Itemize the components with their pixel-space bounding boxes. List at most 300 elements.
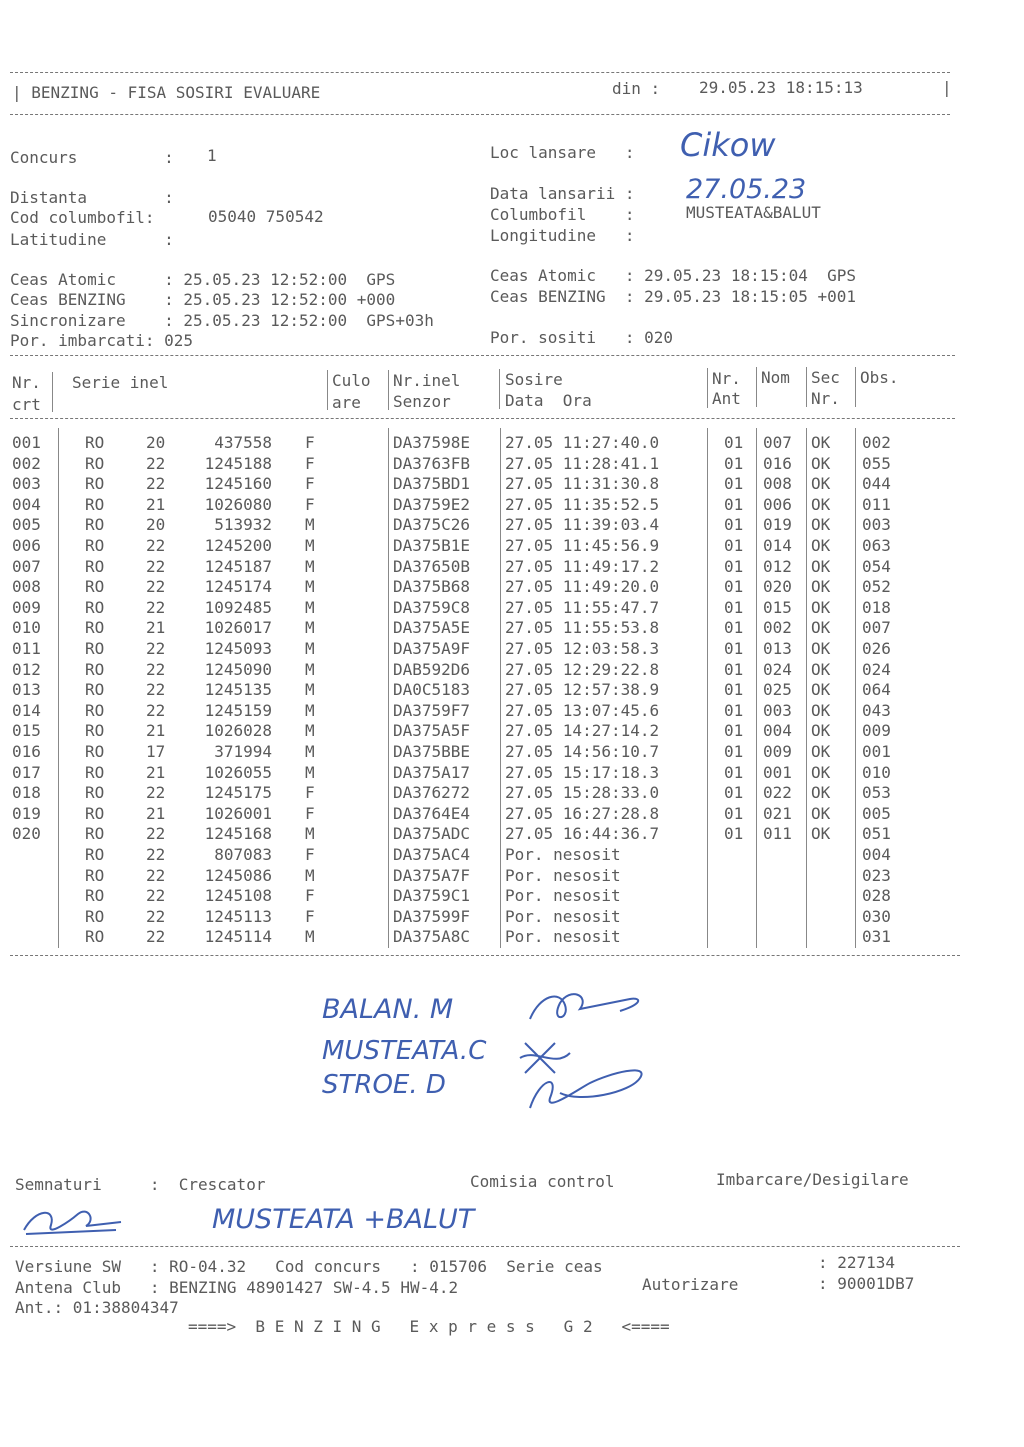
row-arrival: 27.05 11:45:56.9 [505, 536, 660, 555]
row-security: OK [811, 453, 831, 473]
col-culoare-header-1: Culo [332, 371, 371, 390]
top-divider [10, 72, 950, 73]
loc-lansare-label: Loc lansare : [490, 143, 635, 162]
row-year: 22 [146, 453, 166, 473]
header-end-bar: | [942, 78, 952, 97]
row-nom: 025 [763, 680, 792, 700]
row-sensor: DA375A7F [393, 865, 471, 885]
row-nr: 008 [12, 577, 41, 597]
row-year: 21 [146, 803, 166, 823]
header-sep [756, 367, 757, 407]
row-country: RO [85, 577, 105, 597]
document-title: | BENZING - FISA SOSIRI EVALUARE [12, 83, 321, 102]
row-sensor: DA3763FB [393, 453, 471, 473]
row-antenna: 01 [724, 762, 744, 782]
row-country: RO [85, 700, 105, 720]
row-obs: 024 [862, 659, 891, 679]
row-year: 22 [146, 474, 166, 494]
row-sex: M [305, 556, 315, 576]
row-ring-number: 1245114 [204, 927, 272, 947]
row-obs: 009 [862, 721, 891, 741]
row-nr: 018 [12, 783, 41, 803]
row-nr: 004 [12, 494, 41, 514]
signature-scribble-1 [520, 985, 650, 1025]
row-obs: 051 [862, 824, 891, 844]
row-country: RO [85, 783, 105, 803]
row-country: RO [85, 886, 105, 906]
row-year: 22 [146, 577, 166, 597]
row-nr: 003 [12, 474, 41, 494]
serie-ceas-value: : 227134 [818, 1253, 896, 1272]
row-sensor: DA3764E4 [393, 803, 471, 823]
row-country: RO [85, 618, 105, 638]
row-nom: 024 [763, 659, 792, 679]
row-security: OK [811, 433, 831, 452]
row-arrival: 27.05 11:27:40.0 [505, 433, 660, 452]
col-nom-header: Nom [761, 368, 790, 387]
row-nom: 011 [763, 824, 792, 844]
row-sensor: DA375A5F [393, 721, 471, 741]
row-sex: M [305, 865, 315, 885]
row-nom: 014 [763, 536, 792, 555]
table-row [0, 578, 1000, 598]
handwritten-name-musteata: MUSTEATA.C [322, 1036, 487, 1066]
cod-columbofil-label: Cod columbofil: [10, 208, 155, 227]
col-sec-header-1: Sec [811, 368, 840, 387]
row-security: OK [811, 721, 831, 741]
row-security: OK [811, 536, 831, 555]
benzing-express-banner: ====> B E N Z I N G E x p r e s s G 2 <==== [188, 1317, 670, 1336]
row-nr: 015 [12, 721, 41, 741]
header-sep [52, 372, 53, 412]
row-sensor: DA37599F [393, 906, 471, 926]
row-sensor: DA3759C1 [393, 886, 471, 906]
handwritten-name-balan: BALAN. M [322, 994, 454, 1025]
row-nom: 015 [763, 597, 792, 617]
row-arrival: 27.05 11:49:17.2 [505, 556, 660, 576]
row-year: 22 [146, 886, 166, 906]
row-country: RO [85, 927, 105, 947]
row-sex: M [305, 577, 315, 597]
row-obs: 010 [862, 762, 891, 782]
row-country: RO [85, 803, 105, 823]
row-arrival: Por. nesosit [505, 906, 621, 926]
col-ant-header-1: Nr. [712, 369, 741, 388]
col-sosire-header-1: Sosire [505, 370, 563, 389]
row-nom: 007 [763, 433, 792, 452]
table-bottom-divider [10, 955, 960, 956]
row-ring-number: 1026028 [204, 721, 272, 741]
table-row [0, 702, 1000, 722]
table-header-divider [10, 418, 955, 419]
versiune-sw: Versiune SW : RO-04.32 Cod concurs : 015706 Serie ceas [15, 1257, 603, 1276]
row-year: 22 [146, 639, 166, 658]
row-ring-number: 1245159 [204, 700, 272, 720]
row-obs: 031 [862, 927, 891, 947]
row-nom: 006 [763, 494, 792, 514]
row-sex: F [305, 494, 315, 514]
semnaturi-label: Semnaturi : Crescator [15, 1175, 266, 1194]
table-row [0, 475, 1000, 495]
row-sex: M [305, 515, 315, 535]
row-sensor: DA375B1E [393, 536, 471, 555]
row-sex: M [305, 762, 315, 782]
row-nom: 019 [763, 515, 792, 535]
row-country: RO [85, 639, 105, 658]
row-year: 22 [146, 824, 166, 844]
row-sex: F [305, 886, 315, 906]
row-security: OK [811, 659, 831, 679]
antena-id: Ant.: 01:38804347 [15, 1298, 179, 1317]
header-sep [327, 370, 328, 410]
row-arrival: 27.05 12:57:38.9 [505, 680, 660, 700]
col-nr-header-1: Nr. [12, 373, 41, 392]
table-row [0, 722, 1000, 742]
ceas-atomic-end: Ceas Atomic : 29.05.23 18:15:04 GPS [490, 266, 857, 285]
row-obs: 003 [862, 515, 891, 535]
row-country: RO [85, 762, 105, 782]
table-row [0, 887, 1000, 907]
row-country: RO [85, 474, 105, 494]
row-ring-number: 513932 [214, 515, 272, 535]
distanta-label: Distanta : [10, 188, 174, 207]
row-ring-number: 371994 [214, 742, 272, 761]
print-timestamp: 29.05.23 18:15:13 [699, 78, 863, 97]
row-nr: 012 [12, 659, 41, 679]
data-lansarii-label: Data lansarii : [490, 184, 635, 203]
table-row [0, 784, 1000, 804]
row-security: OK [811, 762, 831, 782]
row-country: RO [85, 845, 105, 864]
row-sex: M [305, 659, 315, 679]
row-antenna: 01 [724, 783, 744, 803]
row-ring-number: 1245093 [204, 639, 272, 658]
table-row [0, 908, 1000, 928]
row-arrival: 27.05 16:27:28.8 [505, 803, 660, 823]
row-security: OK [811, 474, 831, 494]
longitudine-label: Longitudine : [490, 226, 635, 245]
row-nom: 002 [763, 618, 792, 638]
row-obs: 064 [862, 680, 891, 700]
table-row [0, 846, 1000, 866]
row-arrival: Por. nesosit [505, 886, 621, 906]
ceas-atomic-start: Ceas Atomic : 25.05.23 12:52:00 GPS [10, 270, 396, 289]
row-obs: 053 [862, 783, 891, 803]
row-antenna: 01 [724, 577, 744, 597]
row-sensor: DA375BD1 [393, 474, 471, 494]
row-obs: 026 [862, 639, 891, 658]
row-ring-number: 1245175 [204, 783, 272, 803]
row-sex: M [305, 824, 315, 844]
row-year: 22 [146, 680, 166, 700]
row-sex: F [305, 783, 315, 803]
row-obs: 005 [862, 803, 891, 823]
row-security: OK [811, 618, 831, 638]
row-year: 20 [146, 433, 166, 452]
row-nom: 021 [763, 803, 792, 823]
row-nr: 017 [12, 762, 41, 782]
row-country: RO [85, 824, 105, 844]
row-obs: 063 [862, 536, 891, 555]
table-row [0, 681, 1000, 701]
row-sex: M [305, 927, 315, 947]
row-ring-number: 1245188 [204, 453, 272, 473]
row-antenna: 01 [724, 680, 744, 700]
row-nr: 010 [12, 618, 41, 638]
row-nom: 022 [763, 783, 792, 803]
row-antenna: 01 [724, 700, 744, 720]
col-inel-header-2: Senzor [393, 392, 451, 411]
row-country: RO [85, 494, 105, 514]
row-security: OK [811, 700, 831, 720]
table-row [0, 516, 1000, 536]
row-nr: 009 [12, 597, 41, 617]
table-row [0, 867, 1000, 887]
row-ring-number: 807083 [214, 845, 272, 864]
row-year: 22 [146, 700, 166, 720]
table-row [0, 434, 1000, 454]
row-obs: 011 [862, 494, 891, 514]
table-row [0, 743, 1000, 763]
row-arrival: 27.05 11:31:30.8 [505, 474, 660, 494]
row-security: OK [811, 680, 831, 700]
row-sex: M [305, 742, 315, 761]
row-obs: 030 [862, 906, 891, 926]
row-sensor: DA375A5E [393, 618, 471, 638]
row-arrival: 27.05 14:56:10.7 [505, 742, 660, 761]
row-sex: M [305, 597, 315, 617]
table-row [0, 805, 1000, 825]
col-sosire-header-2: Data Ora [505, 391, 592, 410]
row-obs: 043 [862, 700, 891, 720]
row-antenna: 01 [724, 618, 744, 638]
row-arrival: 27.05 11:55:53.8 [505, 618, 660, 638]
row-security: OK [811, 824, 831, 844]
columbofil-label: Columbofil : [490, 205, 635, 224]
row-ring-number: 1245113 [204, 906, 272, 926]
row-antenna: 01 [724, 556, 744, 576]
row-sensor: DA375A9F [393, 639, 471, 658]
row-antenna: 01 [724, 536, 744, 555]
row-country: RO [85, 680, 105, 700]
row-ring-number: 1245135 [204, 680, 272, 700]
row-ring-number: 1092485 [204, 597, 272, 617]
row-year: 20 [146, 515, 166, 535]
row-nr: 013 [12, 680, 41, 700]
table-row [0, 537, 1000, 557]
row-antenna: 01 [724, 474, 744, 494]
row-sensor: DA375C26 [393, 515, 471, 535]
row-year: 22 [146, 927, 166, 947]
row-sex: F [305, 803, 315, 823]
ceas-benzing-end: Ceas BENZING : 29.05.23 18:15:05 +001 [490, 287, 857, 306]
row-antenna: 01 [724, 597, 744, 617]
col-obs-header: Obs. [860, 368, 899, 387]
cod-columbofil-value: 05040 750542 [208, 207, 324, 226]
row-nr: 001 [12, 433, 41, 452]
row-nr: 019 [12, 803, 41, 823]
row-sensor: DA375ADC [393, 824, 471, 844]
row-sensor: DA375B68 [393, 577, 471, 597]
row-year: 22 [146, 536, 166, 555]
row-ring-number: 1245174 [204, 577, 272, 597]
table-row [0, 619, 1000, 639]
row-nr: 014 [12, 700, 41, 720]
row-ring-number: 1245160 [204, 474, 272, 494]
row-security: OK [811, 639, 831, 658]
por-sositi: Por. sositi : 020 [490, 328, 674, 347]
col-culoare-header-2: are [332, 393, 361, 412]
row-arrival: 27.05 16:44:36.7 [505, 824, 660, 844]
row-year: 21 [146, 618, 166, 638]
row-country: RO [85, 556, 105, 576]
row-sex: F [305, 453, 315, 473]
row-nom: 013 [763, 639, 792, 658]
row-ring-number: 1245168 [204, 824, 272, 844]
row-antenna: 01 [724, 453, 744, 473]
row-ring-number: 1245108 [204, 886, 272, 906]
row-antenna: 01 [724, 803, 744, 823]
row-nom: 012 [763, 556, 792, 576]
row-antenna: 01 [724, 659, 744, 679]
autorizare-value: : 90001DB7 [818, 1274, 915, 1293]
col-ant-header-2: Ant [712, 389, 741, 408]
row-arrival: 27.05 11:35:52.5 [505, 494, 660, 514]
header-sep [806, 367, 807, 407]
table-row [0, 825, 1000, 845]
row-obs: 055 [862, 453, 891, 473]
row-antenna: 01 [724, 515, 744, 535]
row-ring-number: 1026055 [204, 762, 272, 782]
row-arrival: 27.05 11:39:03.4 [505, 515, 660, 535]
row-security: OK [811, 556, 831, 576]
signature-scribble-3 [520, 1058, 660, 1118]
ceas-benzing-start: Ceas BENZING : 25.05.23 12:52:00 +000 [10, 290, 396, 309]
row-arrival: 27.05 11:49:20.0 [505, 577, 660, 597]
row-nr: 006 [12, 536, 41, 555]
row-nom: 001 [763, 762, 792, 782]
table-row [0, 661, 1000, 681]
row-sensor: DA375AC4 [393, 845, 471, 864]
row-obs: 052 [862, 577, 891, 597]
table-row [0, 764, 1000, 784]
row-antenna: 01 [724, 721, 744, 741]
row-year: 22 [146, 659, 166, 679]
row-security: OK [811, 803, 831, 823]
row-ring-number: 437558 [214, 433, 272, 452]
row-sex: M [305, 680, 315, 700]
row-year: 21 [146, 494, 166, 514]
row-nr: 020 [12, 824, 41, 844]
col-nr-header-2: crt [12, 395, 41, 414]
row-ring-number: 1245187 [204, 556, 272, 576]
row-country: RO [85, 536, 105, 555]
footer-divider [10, 1246, 960, 1247]
row-country: RO [85, 597, 105, 617]
row-arrival: 27.05 12:29:22.8 [505, 659, 660, 679]
row-security: OK [811, 742, 831, 761]
row-nom: 004 [763, 721, 792, 741]
concurs-value: 1 [207, 146, 217, 165]
table-row [0, 640, 1000, 660]
comisia-control-label: Comisia control [470, 1172, 615, 1191]
row-antenna: 01 [724, 433, 744, 452]
header-sep [499, 369, 500, 409]
row-year: 22 [146, 556, 166, 576]
row-obs: 007 [862, 618, 891, 638]
row-obs: 002 [862, 433, 891, 452]
row-nom: 020 [763, 577, 792, 597]
row-country: RO [85, 721, 105, 741]
row-ring-number: 1245090 [204, 659, 272, 679]
col-sec-header-2: Nr. [811, 389, 840, 408]
col-serie-header: Serie inel [72, 373, 169, 392]
row-antenna: 01 [724, 639, 744, 658]
row-arrival: 27.05 11:55:47.7 [505, 597, 660, 617]
row-country: RO [85, 453, 105, 473]
row-year: 22 [146, 906, 166, 926]
concurs-label: Concurs : [10, 148, 174, 167]
row-sex: M [305, 536, 315, 555]
col-inel-header-1: Nr.inel [393, 371, 461, 390]
row-nom: 003 [763, 700, 792, 720]
row-sex: F [305, 474, 315, 494]
row-sensor: DA376272 [393, 783, 471, 803]
row-arrival: 27.05 11:28:41.1 [505, 453, 660, 473]
row-arrival: 27.05 15:28:33.0 [505, 783, 660, 803]
row-year: 22 [146, 783, 166, 803]
row-sex: F [305, 906, 315, 926]
row-sensor: DA3759F7 [393, 700, 471, 720]
imbarcare-label: Imbarcare/Desigilare [716, 1170, 909, 1189]
row-sex: M [305, 639, 315, 658]
row-nr: 005 [12, 515, 41, 535]
row-year: 22 [146, 865, 166, 885]
crescator-signature [16, 1200, 126, 1240]
antena-club: Antena Club : BENZING 48901427 SW-4.5 HW-4.2 [15, 1278, 459, 1297]
row-year: 21 [146, 721, 166, 741]
row-security: OK [811, 494, 831, 514]
row-security: OK [811, 783, 831, 803]
row-arrival: 27.05 15:17:18.3 [505, 762, 660, 782]
row-year: 21 [146, 762, 166, 782]
row-country: RO [85, 433, 105, 452]
header-sep [388, 370, 389, 410]
row-sensor: DA375A17 [393, 762, 471, 782]
row-obs: 028 [862, 886, 891, 906]
row-security: OK [811, 597, 831, 617]
row-year: 22 [146, 597, 166, 617]
row-obs: 018 [862, 597, 891, 617]
row-nom: 009 [763, 742, 792, 761]
row-country: RO [85, 515, 105, 535]
row-sensor: DA3759E2 [393, 494, 471, 514]
row-year: 22 [146, 845, 166, 864]
autorizare-label: Autorizare [642, 1275, 739, 1294]
row-year: 17 [146, 742, 166, 761]
din-label: din : [612, 79, 661, 98]
table-row [0, 455, 1000, 475]
row-arrival: Por. nesosit [505, 865, 621, 885]
row-obs: 001 [862, 742, 891, 761]
table-row [0, 558, 1000, 578]
row-sensor: DA0C5183 [393, 680, 471, 700]
row-sex: M [305, 700, 315, 720]
row-nr: 011 [12, 639, 41, 658]
row-security: OK [811, 515, 831, 535]
header-sep [855, 367, 856, 407]
crescator-handwritten-name: MUSTEATA +BALUT [212, 1204, 475, 1235]
